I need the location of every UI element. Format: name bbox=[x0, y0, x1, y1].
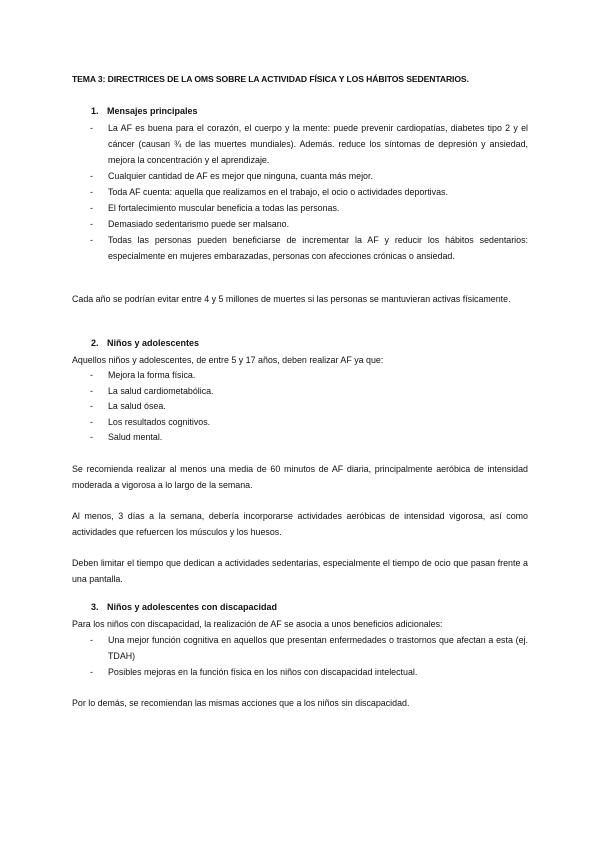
list-item: - Una mejor función cognitiva en aquellos que presentan enfermedades o trastornos que afectan a esta (ej. TDAH) bbox=[90, 635, 528, 661]
section-1-bullet-list bbox=[90, 120, 528, 264]
list-item: - Toda AF cuenta: aquella que realizamos en el trabajo, el ocio o actividades deportivas. bbox=[90, 187, 448, 197]
document-title: TEMA 3: DIRECTRICES DE LA OMS SOBRE LA ACTIVIDAD FÍSICA Y LOS HÁBITOS SEDENTARIOS. bbox=[72, 74, 469, 84]
section-1-heading bbox=[91, 106, 198, 116]
section-3-closing: Por lo demás, se recomiendan las mismas acciones que a los niños sin discapacidad. bbox=[72, 698, 410, 708]
list-item: - Demasiado sedentarismo puede ser malsano. bbox=[90, 219, 290, 229]
section-2-number: 2. bbox=[91, 338, 99, 348]
list-item: - Cualquier cantidad de AF es mejor que ninguna, cuanta más mejor. bbox=[90, 171, 373, 181]
section-2-paragraph-1: Se recomienda realizar al menos una media de 60 minutos de AF diaria, principalmente aeróbica de intensidad moderada a vigorosa a lo largo de la semana. bbox=[72, 464, 528, 490]
list-item: - La salud cardiometabólica. bbox=[90, 385, 214, 396]
list-item: - La salud ósea. bbox=[90, 401, 166, 411]
section-2-paragraph-2: Al menos, 3 días a la semana, debería incorporarse actividades aeróbicas de intensidad vigorosa, así como actividades que refuercen los músculos y los huesos. bbox=[72, 511, 528, 537]
section-3-title: Niños y adolescentes con discapacidad bbox=[107, 602, 278, 612]
list-item: - La AF es buena para el corazón, el cuerpo y la mente: puede prevenir cardiopatías, diabetes tipo 2 y el cáncer (causan ¾ de las muertes mundiales). Además. reduce los síntomas de depresión y ansiedad, mejora la concentración y el aprendizaje. bbox=[90, 123, 528, 165]
deaths-paragraph: Cada año se podrían evitar entre 4 y 5 millones de muertes si las personas se mantuvieran activas físicamente. bbox=[72, 294, 511, 304]
section-3-bullet-list bbox=[90, 632, 528, 680]
section-2-paragraph-3: Deben limitar el tiempo que dedican a actividades sedentarias, especialmente el tiempo de ocio que pasan frente a una pantalla. bbox=[72, 558, 528, 584]
section-2-bullet-list bbox=[90, 368, 390, 446]
section-1-number: 1. bbox=[91, 106, 99, 116]
section-3-heading bbox=[91, 602, 277, 612]
section-2-heading bbox=[91, 338, 199, 348]
section-1-title: Mensajes principales bbox=[107, 106, 198, 116]
section-2-title: Niños y adolescentes bbox=[107, 338, 200, 348]
section-2-intro: Aquellos niños y adolescentes, de entre 5 y 17 años, deben realizar AF ya que: bbox=[72, 355, 384, 365]
section-3-intro: Para los niños con discapacidad, la realización de AF se asocia a unos beneficios adicionales: bbox=[72, 619, 443, 629]
list-item: - Mejora la forma física. bbox=[90, 370, 196, 380]
list-item: - Posibles mejoras en la función física en los niños con discapacidad intelectual. bbox=[90, 667, 418, 677]
section-3-number: 3. bbox=[91, 602, 99, 612]
list-item: - Todas las personas pueden beneficiarse de incrementar la AF y reducir los hábitos sedentarios: especialmente en mujeres embarazadas, personas con afecciones crónicas o ansiedad. bbox=[90, 235, 528, 261]
list-item: - Salud mental. bbox=[90, 432, 163, 442]
list-item: - El fortalecimiento muscular beneficia a todas las personas. bbox=[90, 203, 340, 213]
list-item: - Los resultados cognitivos. bbox=[90, 416, 211, 427]
